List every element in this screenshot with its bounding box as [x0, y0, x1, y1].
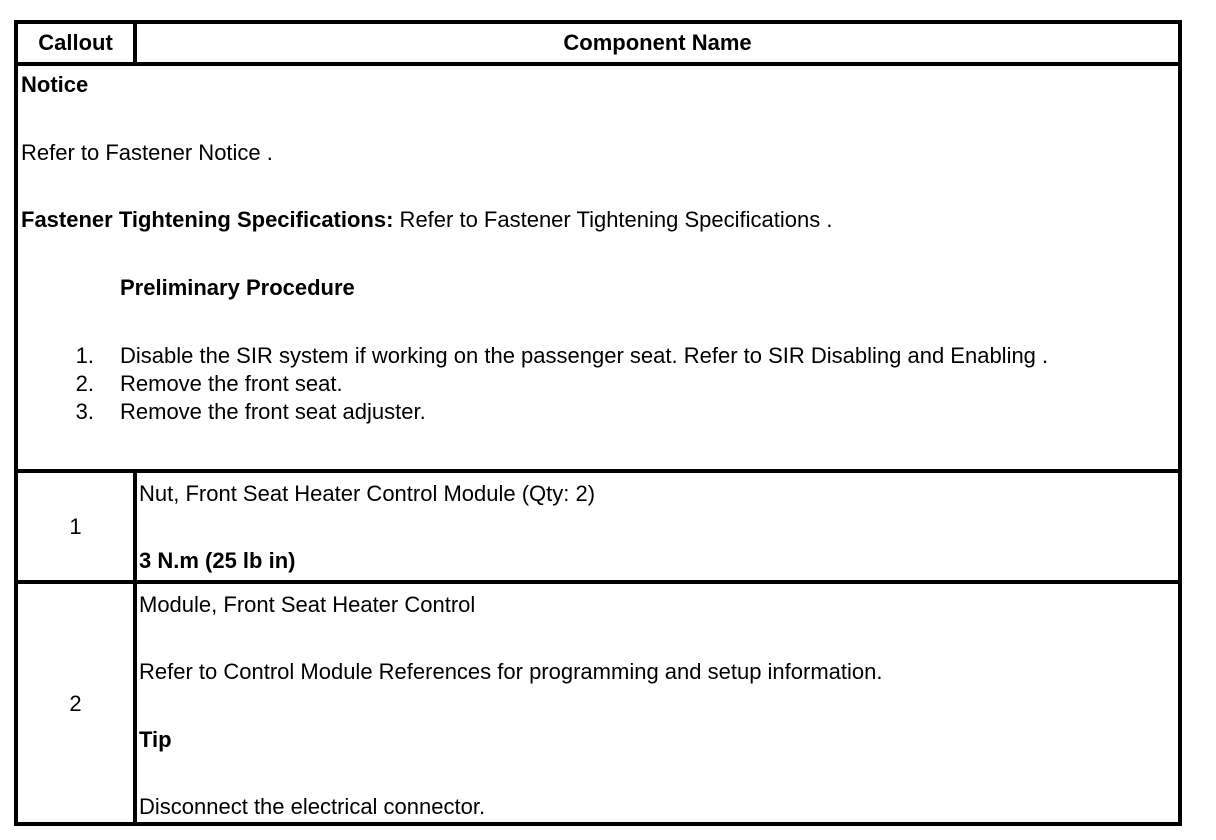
table-row	[18, 584, 1178, 822]
tip-text: Disconnect the electrical connector.	[139, 794, 486, 819]
table-row	[18, 473, 1178, 584]
step-text: Remove the front seat.	[120, 371, 343, 396]
notice-section	[18, 66, 1178, 473]
step-number: 2.	[75, 371, 94, 396]
notice-title: Notice	[21, 72, 89, 97]
fastener-spec-text: Refer to Fastener Tightening Specifications .	[393, 207, 833, 232]
callout-column-header: Callout	[38, 30, 113, 55]
step-number: 3.	[75, 399, 94, 424]
fastener-spec-label: Fastener Tightening Specifications:	[21, 207, 394, 232]
fastener-spec-line	[21, 207, 832, 233]
step-text: Remove the front seat adjuster.	[120, 399, 426, 424]
column-divider	[133, 584, 137, 822]
preliminary-procedure-title: Preliminary Procedure	[120, 275, 355, 300]
column-divider	[133, 473, 137, 580]
procedure-table	[14, 20, 1182, 826]
callout-number: 1	[69, 514, 82, 539]
component-name: Module, Front Seat Heater Control	[139, 592, 476, 617]
step-number: 1.	[75, 343, 94, 368]
component-name-column-header: Component Name	[563, 30, 752, 55]
reference-text: Refer to Control Module References for programming and setup information.	[139, 659, 883, 684]
callout-number: 2	[69, 691, 82, 716]
torque-value: 3 N.m (25 lb in)	[139, 548, 296, 573]
table-header	[18, 24, 1178, 66]
tip-label: Tip	[139, 727, 172, 752]
fastener-notice-text: Refer to Fastener Notice .	[21, 140, 273, 165]
component-name: Nut, Front Seat Heater Control Module (Qty: 2)	[139, 481, 596, 506]
step-text: Disable the SIR system if working on the passenger seat. Refer to SIR Disabling and Enabling .	[120, 343, 1049, 368]
